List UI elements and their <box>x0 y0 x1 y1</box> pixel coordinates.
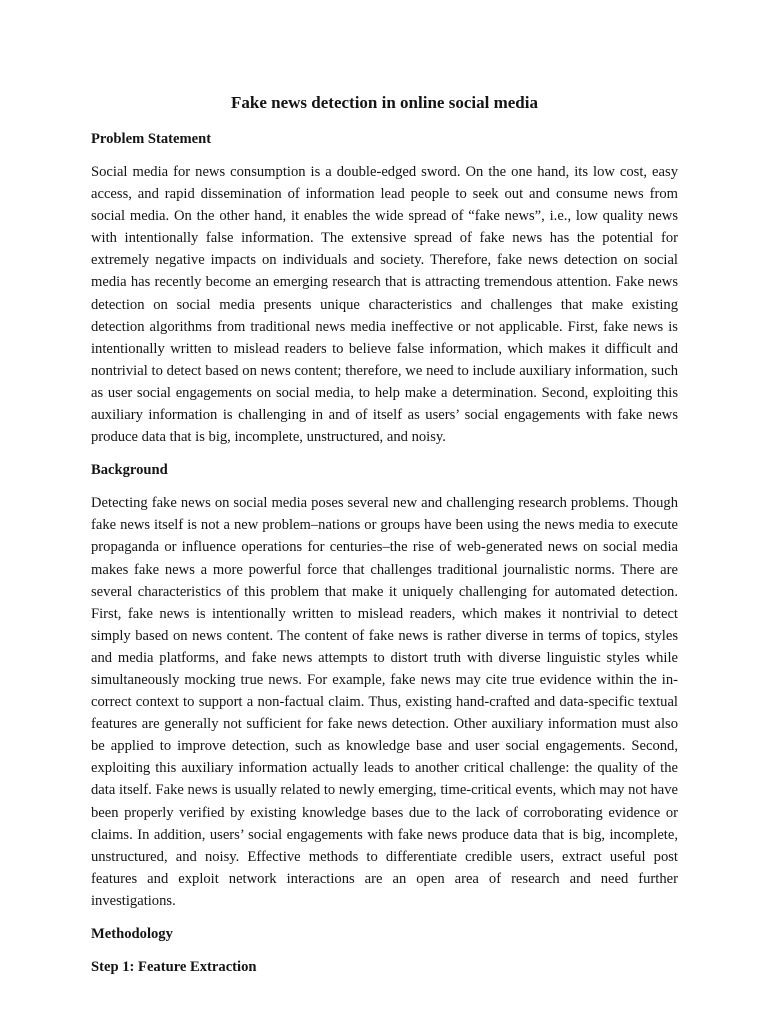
section-heading-methodology: Methodology <box>91 926 173 942</box>
section-heading-background: Background <box>91 462 168 479</box>
problem-statement-paragraph: Social media for news consumption is a double-edged sword. On the one hand, its low cost, easy access, and rapid dissemination of information lead people to seek out and consume news from social media. On the other hand, it enables the wide spread of “fake news”, i.e., low quality news with intentionally false information. The extensive spread of fake news has the potential for extremely negative impacts on individuals and society. Therefore, fake news detection on social media has recently become an emerging research that is attracting tremendous attention. Fake news detection on social media presents unique characteristics and challenges that make existing detection algorithms from traditional news media ineffective or not applicable. First, fake news is intentionally written to mislead readers to believe false information, which makes it difficult and nontrivial to detect based on news content; therefore, we need to include auxiliary information, such as user social engagements on social media, to help make a determination. Second, exploiting this auxiliary information is challenging in and of itself as users’ social engagements with fake news produce data that is big, incomplete, unstructured, and noisy. <box>91 164 678 446</box>
background-paragraph: Detecting fake news on social media poses several new and challenging research problems. Though fake news itself is not a new problem–nations or groups have been using the news media to execute propaganda or influence operations for centuries–the rise of web-generated news on social media makes fake news a more powerful force that challenges traditional journalistic norms. There are several characteristics of this problem that make it uniquely challenging for automated detection. First, fake news is intentionally written to mislead readers, which makes it nontrivial to detect simply based on news content. The content of fake news is rather diverse in terms of topics, styles and media platforms, and fake news attempts to distort truth with diverse linguistic styles while simultaneously mocking true news. For example, fake news may cite true evidence within the in-correct context to support a non-factual claim. Thus, existing hand-crafted and data-specific textual features are generally not sufficient for fake news detection. Other auxiliary information must also be applied to improve detection, such as knowledge base and user social engagements. Second, exploiting this auxiliary information actually leads to another critical challenge: the quality of the data itself. Fake news is usually related to newly emerging, time-critical events, which may not have been properly verified by existing knowledge bases due to the lack of corroborating evidence or claims. In addition, users’ social engagements with fake news produce data that is big, incomplete, unstructured, and noisy. Effective methods to differentiate credible users, extract useful post features and exploit network interactions are an open area of research and need further investigations. <box>91 495 678 909</box>
step-heading-feature-extraction: Step 1: Feature Extraction <box>91 959 257 975</box>
section-heading-problem-statement: Problem Statement <box>91 131 212 147</box>
document-title: Fake news detection in online social media <box>231 93 538 112</box>
